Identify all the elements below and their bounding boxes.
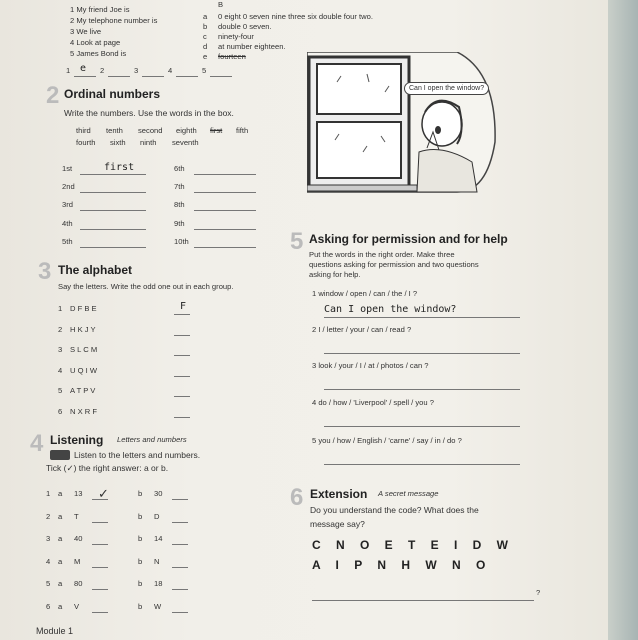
example-answer: F: [180, 301, 187, 312]
option-b-value: N: [154, 556, 160, 566]
option-b-value: W: [154, 601, 162, 611]
answer-number: 3: [134, 66, 139, 75]
section-instruction: questions asking for permission and two questions: [309, 260, 479, 269]
match-right-item: 0 eight 0 seven nine three six double four two.: [218, 12, 373, 21]
ordinal-label: 3rd: [62, 200, 73, 209]
tick-box-b[interactable]: [172, 512, 188, 523]
section-subtitle: Letters and numbers: [117, 435, 187, 444]
ordinal-label: 1st: [62, 164, 73, 173]
match-left-item: 4 Look at page: [70, 38, 121, 47]
ordinal-blank[interactable]: [194, 182, 256, 193]
ordinal-blank[interactable]: [80, 219, 146, 230]
word-box-item: first: [210, 126, 223, 135]
option-letter: b: [138, 534, 143, 543]
row-number: 1: [58, 304, 63, 313]
odd-one-blank[interactable]: [174, 407, 190, 418]
match-right-item: double 0 seven.: [218, 22, 272, 31]
example-answer: Can I open the window?: [324, 304, 457, 315]
window-illustration: [307, 52, 497, 197]
answer-line[interactable]: [324, 454, 520, 465]
match-letter: e: [203, 52, 208, 61]
section-title: Extension: [310, 487, 368, 501]
section-title: Ordinal numbers: [64, 87, 161, 101]
row-number: 4: [58, 365, 63, 375]
option-letter: a: [58, 579, 63, 588]
ordinal-blank[interactable]: [80, 237, 146, 248]
answer-number: 5: [202, 66, 207, 75]
ordinal-label: 9th: [174, 219, 185, 228]
word-box-item: eighth: [176, 126, 197, 135]
option-letter: b: [138, 601, 143, 611]
match-right-item: ninety-four: [218, 32, 254, 41]
option-b-value: D: [154, 511, 160, 521]
option-letter: a: [58, 489, 63, 498]
word-box-item: second: [138, 126, 163, 135]
row-number: 3: [46, 534, 51, 543]
letter-group: A T P V: [70, 386, 96, 395]
ordinal-label: 5th: [62, 237, 73, 246]
option-a-value: 80: [74, 579, 83, 588]
letter-group: H K J Y: [70, 324, 96, 334]
odd-one-blank[interactable]: [174, 325, 190, 336]
tick-box-b[interactable]: [172, 489, 188, 500]
column-b-header: B: [218, 0, 224, 9]
word-box-item: third: [76, 126, 91, 135]
ordinal-label: 10th: [174, 237, 189, 246]
answer-number: 2: [100, 66, 105, 75]
permission-item: 3 look / your / I / at / photos / can ?: [312, 361, 429, 370]
row-number: 6: [58, 406, 63, 416]
match-letter: a: [203, 12, 208, 21]
option-letter: b: [138, 489, 143, 498]
end-mark: ?: [536, 588, 541, 597]
letter-group: D F B E: [70, 304, 97, 313]
answer-handwritten: e: [80, 63, 87, 74]
tick-box-b[interactable]: [172, 534, 188, 545]
section-instruction: Do you understand the code? What does the: [310, 505, 479, 515]
ordinal-label: 8th: [174, 200, 185, 209]
tick-box-b[interactable]: [172, 602, 188, 613]
option-letter: b: [138, 511, 143, 521]
ordinal-blank[interactable]: [80, 200, 146, 211]
answer-number: 1: [66, 66, 71, 75]
option-letter: a: [58, 556, 63, 566]
odd-one-blank[interactable]: [174, 386, 190, 397]
match-letter: c: [203, 32, 207, 41]
word-box-item: ninth: [140, 138, 157, 147]
section-number: 3: [38, 258, 52, 285]
option-b-value: 30: [154, 489, 163, 498]
section-subtitle: A secret message: [378, 489, 439, 498]
audio-cd-icon: [50, 450, 70, 460]
section-instruction: Say the letters. Write the odd one out in each group.: [58, 282, 234, 291]
section-number: 5: [290, 228, 304, 255]
match-left-item: 5 James Bond is: [70, 49, 127, 58]
match-left-item: 2 My telephone number is: [70, 16, 158, 25]
section-instruction: asking for help.: [309, 270, 361, 279]
section-number: 2: [46, 82, 60, 109]
row-number: 5: [46, 579, 51, 588]
answer-blank[interactable]: [176, 66, 198, 77]
answer-line[interactable]: [312, 590, 534, 601]
tick-box-a[interactable]: [92, 557, 108, 568]
tick-box-a[interactable]: [92, 602, 108, 613]
odd-one-blank[interactable]: [174, 366, 190, 377]
option-a-value: M: [74, 556, 81, 566]
section-instruction: Listen to the letters and numbers.: [74, 450, 201, 460]
answer-number: 4: [168, 66, 173, 75]
secret-code-line-2: A I P N H W N O: [312, 558, 492, 572]
row-number: 2: [58, 324, 63, 334]
section-number: 6: [290, 484, 304, 511]
word-box-item: fifth: [236, 126, 249, 135]
match-right-item: at number eighteen.: [218, 42, 286, 51]
word-box-item: seventh: [172, 138, 199, 147]
ordinal-label: 4th: [62, 219, 73, 228]
section-title: Asking for permission and for help: [309, 232, 508, 246]
option-letter: a: [58, 534, 63, 543]
option-letter: a: [58, 511, 63, 521]
answer-line[interactable]: [324, 379, 520, 390]
row-number: 5: [58, 386, 63, 395]
match-letter: d: [203, 42, 208, 51]
ordinal-label: 7th: [174, 182, 185, 191]
tick-box-a[interactable]: [92, 512, 108, 523]
letter-group: N X R F: [70, 406, 98, 416]
adjacent-page-edge: [608, 0, 638, 640]
letter-group: U Q I W: [70, 365, 97, 375]
tick-box-b[interactable]: [172, 557, 188, 568]
ordinal-label: 2nd: [62, 182, 75, 191]
match-letter: b: [203, 22, 208, 31]
section-number: 4: [30, 430, 44, 457]
ordinal-label: 6th: [174, 164, 185, 173]
option-a-value: 13: [74, 489, 83, 498]
answer-line[interactable]: [324, 343, 520, 354]
option-a-value: T: [74, 511, 79, 521]
ordinal-blank[interactable]: [194, 219, 256, 230]
ordinal-blank[interactable]: [80, 182, 146, 193]
tick-box-a[interactable]: [92, 579, 108, 590]
answer-blank[interactable]: [142, 66, 164, 77]
section-title: The alphabet: [58, 263, 133, 277]
secret-code-line-1: C N O E T E I D W: [312, 538, 515, 552]
ordinal-blank[interactable]: [194, 200, 256, 211]
option-b-value: 14: [154, 534, 163, 543]
option-letter: a: [58, 601, 63, 611]
permission-item: 1 window / open / can / the / I ?: [312, 289, 418, 298]
word-box-item: fourth: [76, 138, 96, 147]
tick-box-b[interactable]: [172, 579, 188, 590]
row-number: 1: [46, 489, 51, 498]
match-left-item: 3 We live: [70, 27, 102, 36]
option-a-value: 40: [74, 534, 83, 543]
section-instruction: Tick (✓) the right answer: a or b.: [46, 463, 169, 473]
option-b-value: 18: [154, 579, 163, 588]
permission-item: 2 I / letter / your / can / read ?: [312, 325, 412, 334]
tick-mark: ✓: [98, 486, 109, 501]
match-left-item: 1 My friend Joe is: [70, 5, 130, 14]
option-a-value: V: [74, 601, 80, 611]
tick-box-a[interactable]: [92, 534, 108, 545]
section-instruction: Put the words in the right order. Make three: [309, 250, 455, 259]
row-number: 3: [58, 345, 63, 354]
answer-line[interactable]: [324, 416, 520, 427]
permission-item: 5 you / how / English / 'carne' / say / in / do ?: [312, 436, 462, 445]
footer-module: Module 1: [36, 626, 74, 636]
section-instruction: message say?: [310, 519, 365, 529]
row-number: 2: [46, 511, 51, 521]
option-letter: b: [138, 579, 143, 588]
speech-bubble: Can I open the window?: [404, 82, 489, 95]
permission-item: 4 do / how / 'Liverpool' / spell / you ?: [312, 398, 434, 407]
ordinal-blank[interactable]: [194, 237, 256, 248]
row-number: 4: [46, 556, 51, 566]
ordinal-example-answer: first: [104, 162, 135, 173]
section-title: Listening: [50, 433, 104, 447]
word-box-item: sixth: [110, 138, 126, 147]
section-instruction: Write the numbers. Use the words in the box.: [64, 108, 234, 118]
answer-blank[interactable]: [108, 66, 130, 77]
letter-group: S L C M: [70, 345, 98, 354]
odd-one-blank[interactable]: [174, 345, 190, 356]
answer-blank[interactable]: [210, 66, 232, 77]
ordinal-blank[interactable]: [194, 164, 256, 175]
option-letter: b: [138, 556, 143, 566]
match-right-item: fourteen: [218, 52, 246, 61]
word-box-item: tenth: [106, 126, 123, 135]
row-number: 6: [46, 601, 51, 611]
